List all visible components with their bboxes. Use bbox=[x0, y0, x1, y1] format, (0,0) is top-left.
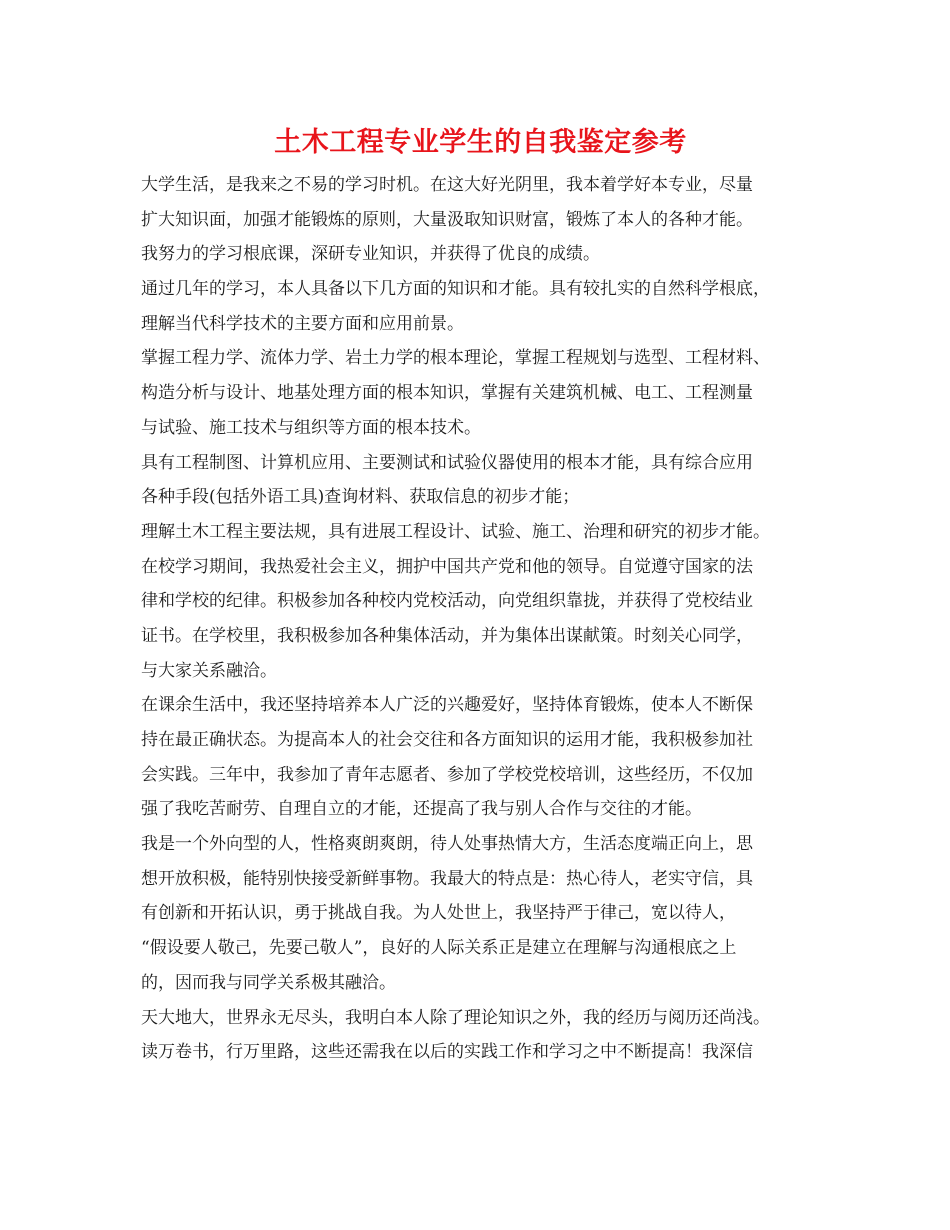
text-line: 读万卷书，行万里路，这些还需我在以后的实践工作和学习之中不断提高！我深信 bbox=[141, 1042, 753, 1063]
text-line: 我努力的学习根底课，深研专业知识，并获得了优良的成绩。 bbox=[141, 244, 600, 265]
text-line: 律和学校的纪律。积极参加各种校内党校活动，向党组织靠拢，并获得了党校结业 bbox=[141, 591, 753, 612]
text-line: 在课余生活中，我还坚持培养本人广泛的兴趣爱好，坚持体育锻炼，使本人不断保 bbox=[141, 695, 753, 716]
document-body bbox=[141, 168, 820, 1070]
text-line: 有创新和开拓认识，勇于挑战自我。为人处世上，我坚持严于律己，宽以待人， bbox=[141, 903, 736, 924]
text-line: 强了我吃苦耐劳、自理自立的才能，还提高了我与别人合作与交往的才能。 bbox=[141, 799, 702, 820]
text-line: 与试验、施工技术与组织等方面的根本技术。 bbox=[141, 417, 481, 438]
document-title: 土木工程专业学生的自我鉴定参考 bbox=[274, 127, 687, 158]
text-line: 持在最正确状态。为提高本人的社会交往和各方面知识的运用才能，我积极参加社 bbox=[141, 730, 753, 750]
text-line: 会实践。三年中，我参加了青年志愿者、参加了学校党校培训，这些经历，不仅加 bbox=[141, 764, 753, 785]
text-line: 掌握工程力学、流体力学、岩土力学的根本理论，掌握工程规划与选型、工程材料、 bbox=[141, 348, 770, 369]
text-line: 的，因而我与同学关系极其融洽。 bbox=[141, 972, 396, 993]
text-line: 想开放积极，能特别快接受新鲜事物。我最大的特点是：热心待人，老实守信，具 bbox=[141, 868, 753, 889]
text-line: 具有工程制图、计算机应用、主要测试和试验仪器使用的根本才能，具有综合应用 bbox=[141, 452, 753, 473]
text-line: 在校学习期间，我热爱社会主义，拥护中国共产党和他的领导。自觉遵守国家的法 bbox=[141, 556, 753, 577]
text-line: “假设要人敬己，先要己敬人”，良好的人际关系正是建立在理解与沟通根底之上 bbox=[141, 938, 737, 959]
text-line: 大学生活，是我来之不易的学习时机。在这大好光阴里，我本着学好本专业，尽量 bbox=[141, 175, 753, 195]
text-line: 通过几年的学习，本人具备以下几方面的知识和才能。具有较扎实的自然科学根底， bbox=[141, 279, 770, 300]
text-line: 天大地大，世界永无尽头，我明白本人除了理论知识之外，我的经历与阅历还尚浅。 bbox=[141, 1007, 770, 1028]
text-line: 证书。在学校里，我积极参加各种集体活动，并为集体出谋献策。时刻关心同学， bbox=[141, 625, 753, 646]
text-line: 与大家关系融洽。 bbox=[141, 660, 277, 681]
text-line: 理解当代科学技术的主要方面和应用前景。 bbox=[141, 313, 464, 334]
text-line: 扩大知识面，加强才能锻炼的原则，大量汲取知识财富，锻炼了本人的各种才能。 bbox=[141, 209, 753, 230]
text-line: 理解土木工程主要法规，具有进展工程设计、试验、施工、治理和研究的初步才能。 bbox=[141, 521, 770, 542]
text-line: 各种手段(包括外语工具)查询材料、获取信息的初步才能； bbox=[141, 487, 580, 508]
text-line: 我是一个外向型的人，性格爽朗爽朗，待人处事热情大方，生活态度端正向上，思 bbox=[141, 834, 753, 855]
text-line: 构造分析与设计、地基处理方面的根本知识，掌握有关建筑机械、电工、工程测量 bbox=[141, 383, 753, 404]
